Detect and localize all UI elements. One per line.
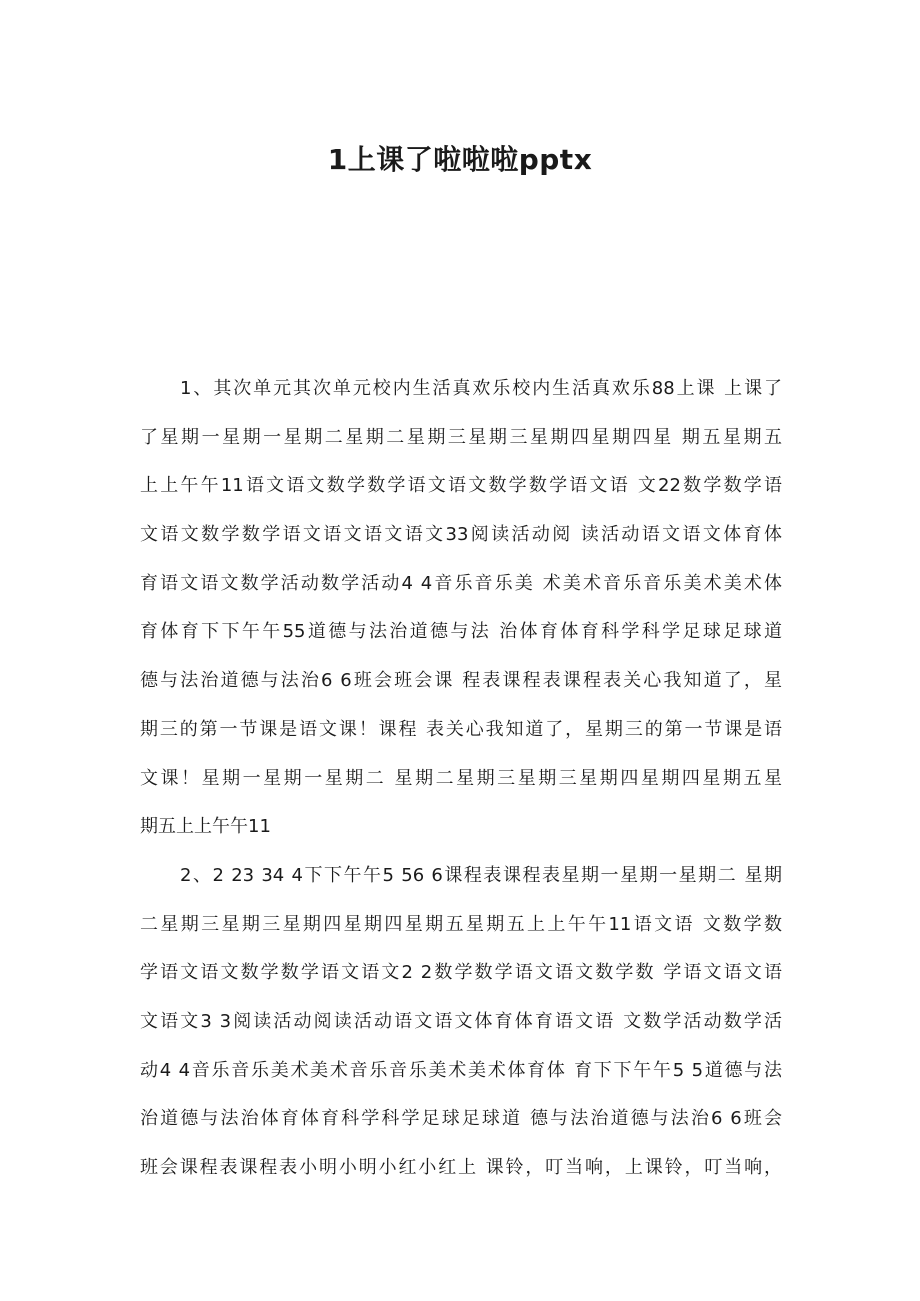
- document-title: 1上课了啦啦啦pptx: [327, 143, 593, 176]
- paragraph-line: 期五上上午午11: [140, 816, 271, 838]
- paragraph-2: [140, 852, 782, 1193]
- paragraph-line: 动4 4音乐音乐美术美术音乐音乐美术美术体育体 育下下午午5 5道德与法: [140, 1059, 782, 1081]
- paragraph-line: 二星期三星期三星期四星期四星期五星期五上上午午11语文语 文数学数: [140, 913, 782, 935]
- paragraph-1: [140, 365, 782, 852]
- paragraph-line: 班会课程表课程表小明小明小红小红上 课铃，叮当响，上课铃，叮当响，: [140, 1157, 782, 1179]
- paragraph-line: 文语文3 3阅读活动阅读活动语文语文体育体育语文语 文数学活动数学活: [140, 1011, 782, 1033]
- paragraph-line: 学语文语文数学数学语文语文2 2数学数学语文语文数学数 学语文语文语: [140, 962, 782, 984]
- paragraph-line: 德与法治道德与法治6 6班会班会课 程表课程表课程表关心我知道了，星: [140, 670, 782, 692]
- paragraph-line: 期三的第一节课是语文课！课程 表关心我知道了，星期三的第一节课是语: [140, 718, 782, 740]
- paragraph-line: 了星期一星期一星期二星期二星期三星期三星期四星期四星 期五星期五: [140, 426, 782, 448]
- paragraph-line: 文课！星期一星期一星期二 星期二星期三星期三星期四星期四星期五星: [140, 767, 782, 789]
- paragraph-line: 文语文数学数学语文语文语文语文33阅读活动阅 读活动语文语文体育体: [140, 524, 782, 546]
- paragraph-line: 治道德与法治体育体育科学科学足球足球道 德与法治道德与法治6 6班会: [140, 1108, 782, 1130]
- paragraph-line: 上上午午11语文语文数学数学语文语文数学数学语文语 文22数学数学语: [140, 475, 782, 497]
- paragraph-line: 1、其次单元其次单元校内生活真欢乐校内生活真欢乐88上课 上课了: [180, 378, 782, 399]
- paragraph-line: 2、2 23 34 4下下午午5 56 6课程表课程表星期一星期一星期二 星期: [180, 865, 782, 886]
- paragraph-line: 育语文语文数学活动数学活动4 4音乐音乐美 术美术音乐音乐美术美术体: [140, 572, 782, 594]
- paragraph-line: 育体育下下午午55道德与法治道德与法 治体育体育科学科学足球足球道: [140, 621, 782, 643]
